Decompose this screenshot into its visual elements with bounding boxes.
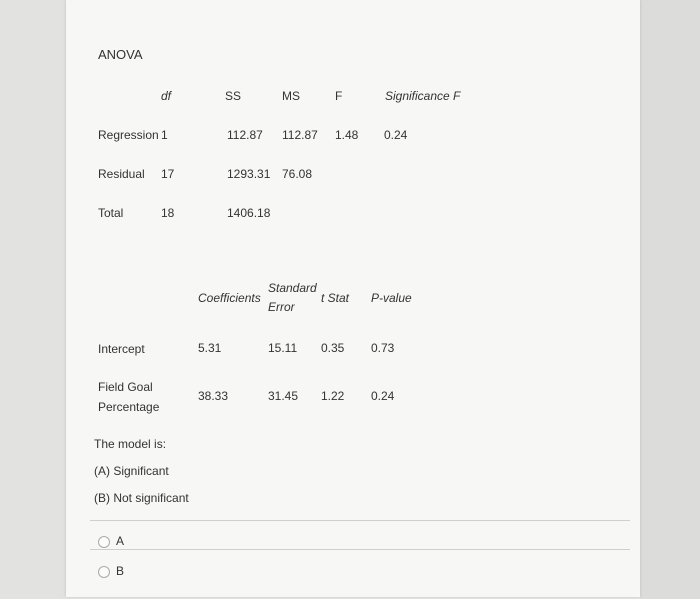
anova-total-ss: 1406.18 [227, 206, 271, 220]
anova-regression-f: 1.48 [335, 128, 359, 142]
anova-total-df: 18 [161, 206, 175, 220]
divider [90, 520, 630, 521]
question-option-a-text: (A) Significant [94, 464, 169, 478]
question-option-b-text: (B) Not significant [94, 491, 189, 505]
coef-fgp-label-line1: Field Goal [98, 380, 153, 394]
anova-header-significance-f: Significance F [385, 89, 461, 103]
coef-fgp-t-stat: 1.22 [321, 389, 345, 403]
anova-total-label: Total [98, 206, 124, 220]
coef-fgp-standard-error: 31.45 [268, 389, 299, 403]
choice-b[interactable] [96, 563, 296, 581]
anova-header-ss: SS [225, 89, 242, 103]
choice-a-label: A [116, 534, 125, 548]
anova-residual-ss: 1293.31 [227, 167, 271, 181]
coef-header-standard: Standard [268, 281, 317, 295]
anova-header-df: df [161, 89, 172, 103]
anova-regression-ms: 112.87 [282, 128, 318, 142]
anova-residual-label: Residual [98, 167, 145, 181]
radio-a-icon[interactable] [98, 536, 110, 548]
coef-fgp-label-line2: Percentage [98, 400, 160, 414]
divider [90, 549, 630, 550]
anova-regression-ss: 112.87 [227, 128, 263, 142]
coef-header-p-value: P-value [371, 291, 412, 305]
coef-intercept-label: Intercept [98, 342, 145, 356]
coef-fgp-coefficient: 38.33 [198, 389, 229, 403]
radio-b-icon[interactable] [98, 566, 110, 578]
coef-intercept-coefficient: 5.31 [198, 341, 222, 355]
anova-regression-df: 1 [161, 128, 168, 142]
background-right [640, 0, 700, 599]
choice-b-label: B [116, 564, 125, 578]
anova-regression-label: Regression [98, 128, 159, 142]
coef-intercept-standard-error: 15.11 [268, 341, 298, 355]
anova-residual-df: 17 [161, 167, 175, 181]
question-prompt: The model is: [94, 437, 167, 451]
anova-header-f: F [335, 89, 343, 103]
anova-regression-significance-f: 0.24 [384, 128, 408, 142]
anova-header-ms: MS [282, 89, 300, 103]
coef-header-t-stat: t Stat [321, 291, 350, 305]
anova-residual-ms: 76.08 [282, 167, 313, 181]
anova-title: ANOVA [98, 47, 143, 62]
question-panel [66, 0, 640, 597]
coef-intercept-t-stat: 0.35 [321, 341, 345, 355]
coef-header-error: Error [268, 300, 295, 314]
coef-intercept-p-value: 0.73 [371, 341, 395, 355]
coef-fgp-p-value: 0.24 [371, 389, 395, 403]
coef-header-coefficients: Coefficients [198, 291, 261, 305]
background-left [0, 0, 66, 599]
